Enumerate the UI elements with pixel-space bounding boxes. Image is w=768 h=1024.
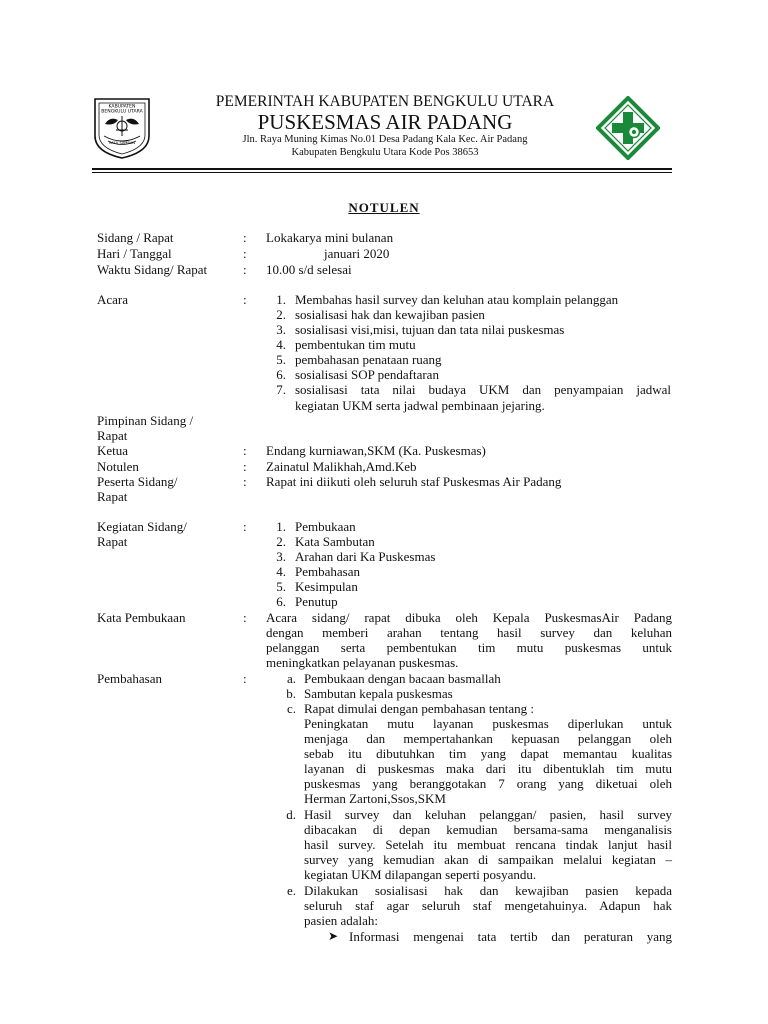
- svg-text:RATU SAMBAN: RATU SAMBAN: [108, 141, 136, 145]
- pembahasan-item-a: Pembukaan dengan bacaan basmallah: [304, 671, 501, 686]
- colon: :: [243, 262, 247, 277]
- pembukaan-line: dengan memberi arahan tentang hasil survey dan keluhan: [266, 625, 672, 640]
- list-number: 2.: [276, 534, 286, 549]
- colon: :: [243, 610, 247, 625]
- list-number: 2.: [276, 307, 286, 322]
- label-notulen: Notulen: [97, 459, 139, 474]
- list-letter: e.: [286, 883, 296, 898]
- bullet-item: Informasi mengenai tata tertib dan peraturan yang: [349, 929, 672, 944]
- list-number: 1.: [276, 519, 286, 534]
- colon: :: [243, 671, 247, 686]
- value-peserta: Rapat ini diikuti oleh seluruh staf Puskesmas Air Padang: [266, 474, 562, 489]
- pembukaan-line: pelanggan serta pembentukan tim mutu puskesmas untuk: [266, 640, 672, 655]
- list-number: 6.: [276, 594, 286, 609]
- list-number: 4.: [276, 337, 286, 352]
- list-letter: d.: [286, 807, 296, 822]
- list-number: 6.: [276, 367, 286, 382]
- kegiatan-item: Pembukaan: [295, 519, 356, 534]
- list-number: 5.: [276, 579, 286, 594]
- list-number: 7.: [276, 382, 286, 397]
- pembahasan-e-line: Dilakukan sosialisasi hak dan kewajiban pasien kepada: [304, 883, 672, 898]
- label-waktu: Waktu Sidang/ Rapat: [97, 262, 208, 277]
- label-kegiatan-2: Rapat: [97, 534, 128, 549]
- colon: :: [243, 519, 247, 534]
- list-number: 1.: [276, 292, 286, 307]
- value-ketua: Endang kurniawan,SKM (Ka. Puskesmas): [266, 443, 486, 458]
- acara-item: sosialisasi tata nilai budaya UKM dan penyampaian jadwal: [295, 382, 671, 397]
- regency-crest-logo: [92, 96, 152, 160]
- address-line-2: Kabupaten Bengkulu Utara Kode Pos 38653: [291, 147, 479, 158]
- pembahasan-e-line: pasien adalah:: [304, 913, 378, 928]
- puskesmas-name: PUSKESMAS AIR PADANG: [257, 110, 513, 134]
- value-waktu: 10.00 s/d selesai: [266, 262, 352, 277]
- pembahasan-e-line: seluruh staf agar seluruh staf mengetahuinya. Adapun hak: [304, 898, 672, 913]
- list-letter: a.: [286, 671, 296, 686]
- header-rule-thin: [92, 172, 672, 173]
- pembahasan-c-line: Herman Zartoni,Ssos,SKM: [304, 791, 446, 806]
- label-pimpinan: Pimpinan Sidang /: [97, 413, 194, 428]
- pembahasan-c-line: Peningkatan mutu layanan puskesmas diperlukan untuk: [304, 716, 672, 731]
- acara-item: sosialisasi SOP pendaftaran: [295, 367, 439, 382]
- label-peserta: Peserta Sidang/: [97, 474, 178, 489]
- label-hari: Hari / Tanggal: [97, 246, 172, 261]
- kegiatan-item: Arahan dari Ka Puskesmas: [295, 549, 436, 564]
- acara-item: pembahasan penataan ruang: [295, 352, 442, 367]
- label-ketua: Ketua: [97, 443, 129, 458]
- pembahasan-item-c: Rapat dimulai dengan pembahasan tentang :: [304, 701, 534, 716]
- pembahasan-c-line: puskesmas yang beranggotakan 7 orang yang diketuai oleh: [304, 776, 672, 791]
- value-hari: januari 2020: [324, 246, 390, 261]
- pembahasan-d-line: dibacakan di depan kemudian bersama-sama menganalisis: [304, 822, 672, 837]
- value-notulen: Zainatul Malikhah,Amd.Keb: [266, 459, 417, 474]
- address-line-1: Jln. Raya Muning Kimas No.01 Desa Padang Kala Kec. Air Padang: [242, 134, 528, 145]
- svg-text:BENGKULU UTARA: BENGKULU UTARA: [101, 109, 143, 115]
- colon: :: [243, 443, 247, 458]
- pembahasan-d-line: kegiatan UKM dilapangan seperti posyandu.: [304, 867, 537, 882]
- svg-text:KABUPATEN: KABUPATEN: [108, 104, 136, 110]
- pembahasan-c-line: menjaga dan mempertahankan kepuasan pelanggan oleh: [304, 731, 672, 746]
- label-peserta-2: Rapat: [97, 489, 128, 504]
- pembahasan-d-line: Hasil survey dan keluhan pelanggan/ pasien, hasil survey: [304, 807, 672, 822]
- pembahasan-c-line: sebab itu dibutuhkan tim yang dapat memantau kualitas: [304, 746, 672, 761]
- label-acara: Acara: [97, 292, 129, 307]
- list-number: 3.: [276, 322, 286, 337]
- label-pembahasan: Pembahasan: [97, 671, 162, 686]
- pembukaan-line: meningkatkan pelayanan puskesmas.: [266, 655, 459, 670]
- pembahasan-d-line: survey yang kemudian akan di sampaikan melalui kegiatan –: [304, 852, 672, 867]
- kegiatan-item: Kesimpulan: [295, 579, 358, 594]
- label-pimpinan-2: Rapat: [97, 428, 128, 443]
- acara-item: sosialisasi hak dan kewajiban pasien: [295, 307, 485, 322]
- arrow-bullet-icon: ➤: [328, 929, 339, 943]
- list-letter: b.: [286, 686, 296, 701]
- colon: :: [243, 230, 247, 245]
- puskesmas-logo: [596, 96, 660, 160]
- kegiatan-item: Pembahasan: [295, 564, 360, 579]
- kegiatan-item: Penutup: [295, 594, 338, 609]
- list-number: 3.: [276, 549, 286, 564]
- label-sidang: Sidang / Rapat: [97, 230, 174, 245]
- kegiatan-item: Kata Sambutan: [295, 534, 375, 549]
- label-pembukaan: Kata Pembukaan: [97, 610, 186, 625]
- label-kegiatan: Kegiatan Sidang/: [97, 519, 187, 534]
- colon: :: [243, 292, 247, 307]
- pembahasan-d-line: hasil survey. Setelah itu membuat rencana tindak lanjut hasil: [304, 837, 672, 852]
- list-number: 4.: [276, 564, 286, 579]
- pembukaan-line: Acara sidang/ rapat dibuka oleh Kepala PuskesmasAir Padang: [266, 610, 672, 625]
- acara-item: pembentukan tim mutu: [295, 337, 416, 352]
- acara-item: Membahas hasil survey dan keluhan atau komplain pelanggan: [295, 292, 619, 307]
- pembahasan-c-line: layanan di puskesmas maka dari itu dibentuklah tim mutu: [304, 761, 672, 776]
- pembahasan-item-b: Sambutan kepala puskesmas: [304, 686, 453, 701]
- acara-item-continuation: kegiatan UKM serta jadwal pembinaan jejaring.: [295, 398, 545, 413]
- government-name: PEMERINTAH KABUPATEN BENGKULU UTARA: [215, 93, 555, 110]
- list-letter: c.: [286, 701, 296, 716]
- colon: :: [243, 474, 247, 489]
- header-rule-thick: [92, 168, 672, 170]
- value-sidang: Lokakarya mini bulanan: [266, 230, 394, 245]
- acara-item: sosialisasi visi,misi, tujuan dan tata nilai puskesmas: [295, 322, 565, 337]
- colon: :: [243, 459, 247, 474]
- colon: :: [243, 246, 247, 261]
- list-number: 5.: [276, 352, 286, 367]
- document-title: NOTULEN: [348, 200, 420, 215]
